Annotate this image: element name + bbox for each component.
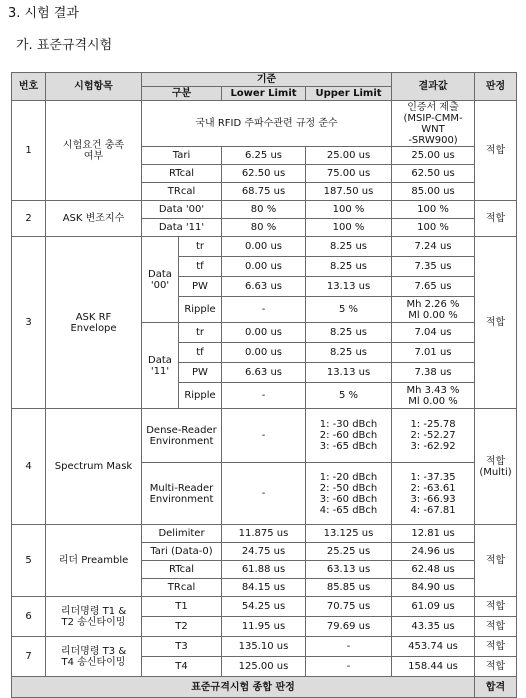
upper-limit: 5 %	[306, 383, 392, 409]
header-item: 시험항목	[46, 73, 142, 101]
upper-limit: 8.25 us	[306, 257, 392, 277]
verdict: 적합	[475, 617, 517, 637]
result-value: 7.65 us	[392, 277, 475, 297]
category: Data '00'	[142, 201, 222, 219]
result-value: 12.81 us	[392, 525, 475, 543]
test-number: 4	[12, 409, 46, 525]
result-value: 1: -37.35 2: -63.61 3: -66.93 4: -67.81	[392, 463, 475, 525]
lower-limit: 80 %	[222, 201, 306, 219]
category: tf	[179, 343, 222, 363]
category: RTcal	[142, 561, 222, 579]
upper-limit: -	[306, 637, 392, 657]
data-group-label: Data '11'	[142, 323, 179, 409]
result-value: 1: -25.78 2: -52.27 3: -62.92	[392, 409, 475, 463]
category: Dense-Reader Environment	[142, 409, 222, 463]
verdict: 적합	[475, 637, 517, 657]
lower-limit: 0.00 us	[222, 237, 306, 257]
verdict: 적합	[475, 525, 517, 597]
test-number: 2	[12, 201, 46, 237]
category: Multi-Reader Environment	[142, 463, 222, 525]
category: Tari	[142, 147, 222, 165]
upper-limit: 8.25 us	[306, 323, 392, 343]
category: RTcal	[142, 165, 222, 183]
result-value: 100 %	[392, 219, 475, 237]
upper-limit: 5 %	[306, 297, 392, 323]
upper-limit: 85.85 us	[306, 579, 392, 597]
upper-limit: 25.25 us	[306, 543, 392, 561]
test-item: ASK 변조지수	[46, 201, 142, 237]
verdict: 적합	[475, 101, 517, 201]
test-item: ASK RF Envelope	[46, 237, 142, 409]
lower-limit: 24.75 us	[222, 543, 306, 561]
result-value: 7.24 us	[392, 237, 475, 257]
upper-limit: 63.13 us	[306, 561, 392, 579]
upper-limit: 1: -20 dBch 2: -50 dBch 3: -60 dBch 4: -65 dBch	[306, 463, 392, 525]
verdict: 적합	[475, 201, 517, 237]
upper-limit: 187.50 us	[306, 183, 392, 201]
test-number: 7	[12, 637, 46, 677]
requirement-text: 국내 RFID 주파수관련 규정 준수	[142, 101, 392, 147]
lower-limit: 80 %	[222, 219, 306, 237]
lower-limit: 6.63 us	[222, 277, 306, 297]
lower-limit: -	[222, 409, 306, 463]
result-value: 85.00 us	[392, 183, 475, 201]
result-value: 100 %	[392, 201, 475, 219]
category: Tari (Data-0)	[142, 543, 222, 561]
result-value: 453.74 us	[392, 637, 475, 657]
upper-limit: 75.00 us	[306, 165, 392, 183]
result-value: 25.00 us	[392, 147, 475, 165]
upper-limit: 13.125 us	[306, 525, 392, 543]
upper-limit: 100 %	[306, 219, 392, 237]
header-no: 번호	[12, 73, 46, 101]
category: TRcal	[142, 579, 222, 597]
result-value: 62.48 us	[392, 561, 475, 579]
upper-limit: 13.13 us	[306, 277, 392, 297]
test-item: 시험요건 충족 여부	[46, 101, 142, 201]
lower-limit: 0.00 us	[222, 257, 306, 277]
result-value: 7.01 us	[392, 343, 475, 363]
overall-verdict: 합격	[475, 677, 517, 698]
test-number: 3	[12, 237, 46, 409]
header-lower-limit: Lower Limit	[222, 87, 306, 101]
category: Data '11'	[142, 219, 222, 237]
test-item: Spectrum Mask	[46, 409, 142, 525]
subsection-title: 가. 표준규격시험	[16, 38, 113, 53]
upper-limit: 8.25 us	[306, 343, 392, 363]
result-value: Mh 3.43 % Ml 0.00 %	[392, 383, 475, 409]
test-number: 6	[12, 597, 46, 637]
category: T2	[142, 617, 222, 637]
section-title: 3. 시험 결과	[8, 6, 79, 21]
result-value: 7.38 us	[392, 363, 475, 383]
result-value: 7.04 us	[392, 323, 475, 343]
category: T3	[142, 637, 222, 657]
upper-limit: 8.25 us	[306, 237, 392, 257]
result-value: 158.44 us	[392, 657, 475, 677]
upper-limit: 13.13 us	[306, 363, 392, 383]
lower-limit: 0.00 us	[222, 343, 306, 363]
overall-verdict-label: 표준규격시험 종합 판정	[12, 677, 475, 698]
verdict: 적합	[475, 657, 517, 677]
upper-limit: 79.69 us	[306, 617, 392, 637]
result-value: Mh 2.26 % Ml 0.00 %	[392, 297, 475, 323]
header-upper-limit: Upper Limit	[306, 87, 392, 101]
result-value: 24.96 us	[392, 543, 475, 561]
lower-limit: 62.50 us	[222, 165, 306, 183]
verdict: 적합 (Multi)	[475, 409, 517, 525]
category: tf	[179, 257, 222, 277]
upper-limit: 70.75 us	[306, 597, 392, 617]
result-value: 7.35 us	[392, 257, 475, 277]
category: T1	[142, 597, 222, 617]
lower-limit: 54.25 us	[222, 597, 306, 617]
lower-limit: -	[222, 383, 306, 409]
category: PW	[179, 277, 222, 297]
category: tr	[179, 323, 222, 343]
category: T4	[142, 657, 222, 677]
result-value: 43.35 us	[392, 617, 475, 637]
header-criteria: 기준	[142, 73, 392, 87]
data-group-label: Data '00'	[142, 237, 179, 323]
upper-limit: -	[306, 657, 392, 677]
category: Delimiter	[142, 525, 222, 543]
test-number: 5	[12, 525, 46, 597]
header-category: 구분	[142, 87, 222, 101]
test-item: 리더명령 T1 & T2 송신타이밍	[46, 597, 142, 637]
result-value: 84.90 us	[392, 579, 475, 597]
header-result: 결과값	[392, 73, 475, 101]
lower-limit: 11.95 us	[222, 617, 306, 637]
standard-test-results-table	[11, 72, 517, 698]
category: PW	[179, 363, 222, 383]
lower-limit: -	[222, 297, 306, 323]
upper-limit: 1: -30 dBch 2: -60 dBch 3: -65 dBch	[306, 409, 392, 463]
lower-limit: 11.875 us	[222, 525, 306, 543]
result-value: 61.09 us	[392, 597, 475, 617]
category: TRcal	[142, 183, 222, 201]
lower-limit: 135.10 us	[222, 637, 306, 657]
result-value: 인증서 제출 (MSIP-CMM- WNT -SRW900)	[392, 101, 475, 147]
verdict: 적합	[475, 597, 517, 617]
lower-limit: 68.75 us	[222, 183, 306, 201]
category: tr	[179, 237, 222, 257]
lower-limit: 6.25 us	[222, 147, 306, 165]
lower-limit: 61.88 us	[222, 561, 306, 579]
lower-limit: -	[222, 463, 306, 525]
verdict: 적합	[475, 237, 517, 409]
upper-limit: 25.00 us	[306, 147, 392, 165]
category: Ripple	[179, 297, 222, 323]
test-item: 리더 Preamble	[46, 525, 142, 597]
upper-limit: 100 %	[306, 201, 392, 219]
category: Ripple	[179, 383, 222, 409]
test-number: 1	[12, 101, 46, 201]
lower-limit: 0.00 us	[222, 323, 306, 343]
header-verdict: 판정	[475, 73, 517, 101]
result-value: 62.50 us	[392, 165, 475, 183]
test-item: 리더명령 T3 & T4 송신타이밍	[46, 637, 142, 677]
lower-limit: 6.63 us	[222, 363, 306, 383]
lower-limit: 125.00 us	[222, 657, 306, 677]
lower-limit: 84.15 us	[222, 579, 306, 597]
